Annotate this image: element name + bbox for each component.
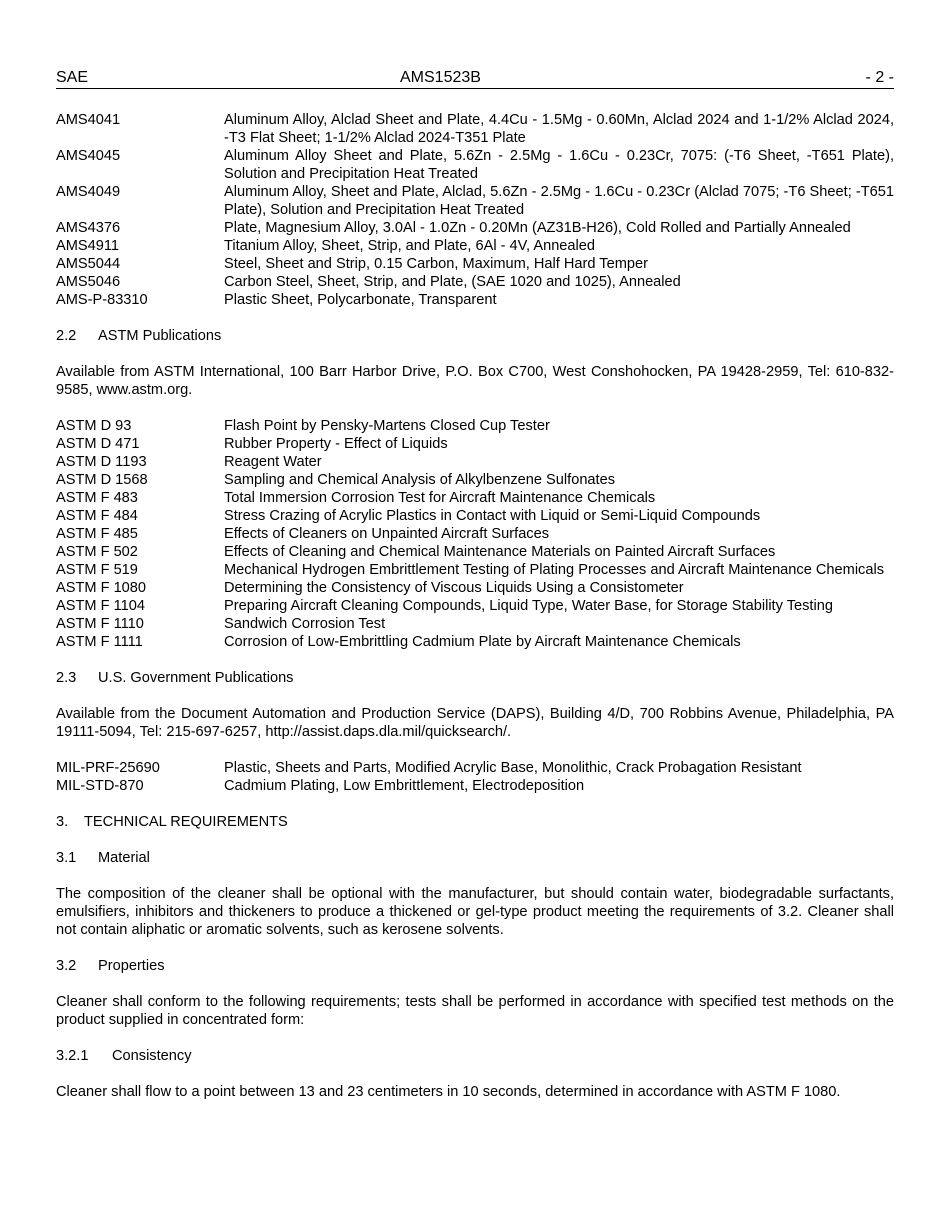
section-3-2-text: Cleaner shall conform to the following requirements; tests shall be performed in accordance with specified test methods on the product supplied in concentrated form:	[56, 994, 894, 1028]
reference-code: ASTM F 1104	[56, 598, 145, 614]
reference-title: Sandwich Corrosion Test	[224, 616, 386, 632]
section-2-3-heading	[56, 669, 894, 687]
section-3-2-1-heading	[56, 1047, 894, 1065]
reference-code: ASTM F 483	[56, 490, 138, 506]
reference-row	[56, 471, 894, 489]
reference-title: Mechanical Hydrogen Embrittlement Testing of Plating Processes and Aircraft Maintenance Chemicals	[224, 562, 885, 578]
reference-title: Plate, Magnesium Alloy, 3.0Al - 1.0Zn - 0.20Mn (AZ31B-H26), Cold Rolled and Partially Annealed	[224, 220, 851, 236]
document-page	[56, 68, 894, 1101]
reference-code: AMS-P-83310	[56, 292, 148, 308]
reference-title: Preparing Aircraft Cleaning Compounds, Liquid Type, Water Base, for Storage Stability Testing	[224, 598, 833, 614]
section-number: 3.2	[56, 958, 77, 974]
section-2-2-heading	[56, 327, 894, 345]
reference-code: ASTM F 502	[56, 544, 138, 560]
reference-code: ASTM F 1110	[56, 616, 144, 632]
reference-code: ASTM F 484	[56, 508, 138, 524]
reference-row	[56, 633, 894, 651]
header-page-number: - 2 -	[865, 69, 894, 86]
reference-row	[56, 147, 894, 183]
section-3-2-heading	[56, 957, 894, 975]
section-title: Material	[98, 850, 150, 866]
reference-row	[56, 291, 894, 309]
reference-code: ASTM F 1080	[56, 580, 147, 596]
reference-code: ASTM F 485	[56, 526, 138, 542]
reference-row	[56, 525, 894, 543]
reference-title: Corrosion of Low-Embrittling Cadmium Plate by Aircraft Maintenance Chemicals	[224, 634, 741, 650]
reference-row	[56, 615, 894, 633]
section-2-2-intro: Available from ASTM International, 100 Barr Harbor Drive, P.O. Box C700, West Conshohocken, PA 19428-2959, Tel: 610-832-9585, www.astm.org.	[56, 364, 894, 398]
reference-title: Effects of Cleaners on Unpainted Aircraft Surfaces	[224, 526, 550, 542]
section-3-heading	[56, 813, 894, 831]
section-3-2-1-text: Cleaner shall flow to a point between 13 and 23 centimeters in 10 seconds, determined in accordance with ASTM F 1080.	[56, 1084, 841, 1100]
section-3-1-heading	[56, 849, 894, 867]
reference-title: Effects of Cleaning and Chemical Maintenance Materials on Painted Aircraft Surfaces	[224, 544, 776, 560]
reference-code: AMS4045	[56, 148, 121, 164]
reference-row	[56, 219, 894, 237]
reference-title: Reagent Water	[224, 454, 322, 470]
section-3-1-text: The composition of the cleaner shall be optional with the manufacturer, but should contain water, biodegradable surfactants, emulsifiers, inhibitors and thickeners to produce a thickened or gel-type product meeting the requirements of 3.2. Cleaner shall not contain aliphatic or aromatic solvents, such as kerosene solvents.	[56, 886, 894, 938]
section-number: 2.3	[56, 670, 77, 686]
reference-code: AMS4049	[56, 184, 121, 200]
reference-row	[56, 597, 894, 615]
ams-reference-list	[56, 111, 894, 309]
reference-row	[56, 273, 894, 291]
reference-code: AMS4911	[56, 238, 120, 254]
reference-row	[56, 255, 894, 273]
section-number: 2.2	[56, 328, 77, 344]
reference-row	[56, 759, 894, 777]
reference-title: Aluminum Alloy, Alclad Sheet and Plate, 4.4Cu - 1.5Mg - 0.60Mn, Alclad 2024 and 1-1/2% Alclad 2024, -T3 Flat Sheet; 1-1/2% Alclad 2024-T351 Plate	[224, 112, 894, 146]
reference-code: AMS5046	[56, 274, 121, 290]
reference-title: Plastic Sheet, Polycarbonate, Transparent	[224, 292, 497, 308]
section-title: ASTM Publications	[98, 328, 222, 344]
reference-title: Aluminum Alloy Sheet and Plate, 5.6Zn - 2.5Mg - 1.6Cu - 0.23Cr, 7075: (-T6 Sheet, -T651 Plate), Solution and Precipitation Heat Treated	[224, 148, 894, 182]
reference-code: MIL-PRF-25690	[56, 760, 160, 776]
section-number: 3.1	[56, 850, 77, 866]
reference-title: Titanium Alloy, Sheet, Strip, and Plate, 6Al - 4V, Annealed	[224, 238, 596, 254]
reference-title: Cadmium Plating, Low Embrittlement, Electrodeposition	[224, 778, 585, 794]
reference-title: Sampling and Chemical Analysis of Alkylbenzene Sulfonates	[224, 472, 616, 488]
reference-title: Rubber Property - Effect of Liquids	[224, 436, 448, 452]
reference-code: MIL-STD-870	[56, 778, 144, 794]
reference-row	[56, 417, 894, 435]
section-title: Consistency	[112, 1048, 192, 1064]
reference-row	[56, 579, 894, 597]
reference-row	[56, 543, 894, 561]
section-title: Properties	[98, 958, 165, 974]
reference-code: ASTM F 519	[56, 562, 138, 578]
section-number: 3.	[56, 814, 69, 830]
reference-code: AMS4376	[56, 220, 121, 236]
reference-title: Steel, Sheet and Strip, 0.15 Carbon, Maximum, Half Hard Temper	[224, 256, 648, 272]
reference-code: ASTM D 1193	[56, 454, 147, 470]
section-2-3-intro: Available from the Document Automation and Production Service (DAPS), Building 4/D, 700 Robbins Avenue, Philadelphia, PA 19111-5094, Tel: 215-697-6257, http://assist.daps.dla.mil/quicksearch/.	[56, 706, 894, 740]
reference-code: ASTM D 1568	[56, 472, 148, 488]
reference-code: ASTM D 471	[56, 436, 140, 452]
reference-code: AMS5044	[56, 256, 121, 272]
reference-code: AMS4041	[56, 112, 121, 128]
reference-title: Plastic, Sheets and Parts, Modified Acrylic Base, Monolithic, Crack Probagation Resistant	[224, 760, 802, 776]
reference-row	[56, 237, 894, 255]
reference-row	[56, 489, 894, 507]
reference-row	[56, 453, 894, 471]
section-title: TECHNICAL REQUIREMENTS	[84, 814, 288, 830]
reference-title: Carbon Steel, Sheet, Strip, and Plate, (SAE 1020 and 1025), Annealed	[224, 274, 681, 290]
reference-code: ASTM D 93	[56, 418, 132, 434]
reference-row	[56, 111, 894, 147]
astm-reference-list	[56, 417, 894, 651]
reference-row	[56, 561, 894, 579]
reference-title: Determining the Consistency of Viscous Liquids Using a Consistometer	[224, 580, 684, 596]
reference-title: Stress Crazing of Acrylic Plastics in Contact with Liquid or Semi-Liquid Compounds	[224, 508, 761, 524]
header-org: SAE	[56, 69, 89, 86]
reference-row	[56, 777, 894, 795]
section-title: U.S. Government Publications	[98, 670, 294, 686]
reference-row	[56, 435, 894, 453]
section-number: 3.2.1	[56, 1048, 89, 1064]
page-header	[56, 68, 894, 89]
header-doc-number: AMS1523B	[400, 69, 481, 86]
reference-row	[56, 507, 894, 525]
reference-title: Aluminum Alloy, Sheet and Plate, Alclad, 5.6Zn - 2.5Mg - 1.6Cu - 0.23Cr (Alclad 7075; -T6 Sheet; -T651 Plate), Solution and Precipitation Heat Treated	[224, 184, 894, 218]
reference-title: Total Immersion Corrosion Test for Aircraft Maintenance Chemicals	[224, 490, 656, 506]
reference-code: ASTM F 1111	[56, 634, 143, 650]
reference-row	[56, 183, 894, 219]
government-reference-list	[56, 759, 894, 795]
reference-title: Flash Point by Pensky-Martens Closed Cup Tester	[224, 418, 550, 434]
